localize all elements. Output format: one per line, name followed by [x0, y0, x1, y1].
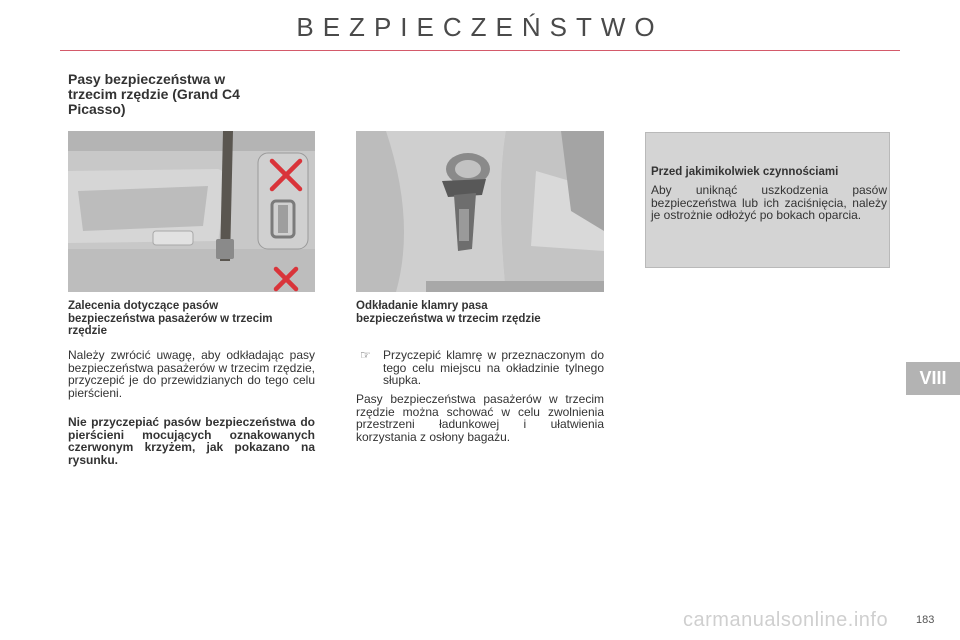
warning-box: [645, 132, 890, 268]
page-title: BEZPIECZEŃSTWO: [296, 12, 664, 42]
chapter-tab: VIII: [906, 362, 960, 395]
buckle-storage-step-text: Przyczepić klamrę w przeznaczonym do tego celu miejscu na okładzinie tylnego słupka.: [383, 348, 604, 387]
seatbelt-warning-text: Nie przyczepiać pasów bezpieczeństwa do pierścieni mocujących oznakowanych czerwonym krzyżem, jak pokazano na rysunku.: [68, 415, 315, 467]
pointing-hand-icon: ☞: [360, 348, 371, 362]
seatbelt-recommendation-text: Należy zwrócić uwagę, aby odkładając pasy bezpieczeństwa pasażerów w trzecim rzędzie, przyczepić je do przewidzianych do tego celu pierścieni.: [68, 348, 315, 400]
buckle-storage-photo: [356, 131, 604, 292]
warning-title: Przed jakimikolwiek czynnościami: [651, 166, 839, 178]
buckle-storage-heading: Odkładanie klamry pasa bezpieczeństwa w trzecim rzędzie: [356, 300, 541, 325]
seatbelt-rings-photo: [68, 131, 315, 292]
warning-text: Aby uniknąć uszkodzenia pasów bezpieczeństwa lub ich zaciśnięcia, należy je ostrożnie odłożyć po bokach oparcia.: [651, 183, 887, 222]
header-divider: [60, 50, 900, 51]
page-number: 183: [916, 614, 935, 626]
seatbelt-recommendation-heading: Zalecenia dotyczące pasów bezpieczeństwa pasażerów w trzecim rzędzie: [68, 300, 273, 337]
belt-stowing-text: Pasy bezpieczeństwa pasażerów w trzecim rzędzie można schować w celu zwolnienia przestrzeni ładunkowej i ułatwienia korzystania z osłony bagażu.: [356, 392, 604, 444]
watermark: carmanualsonline.info: [683, 609, 889, 631]
section-heading: Pasy bezpieczeństwa w trzecim rzędzie (Grand C4 Picasso): [68, 71, 240, 117]
